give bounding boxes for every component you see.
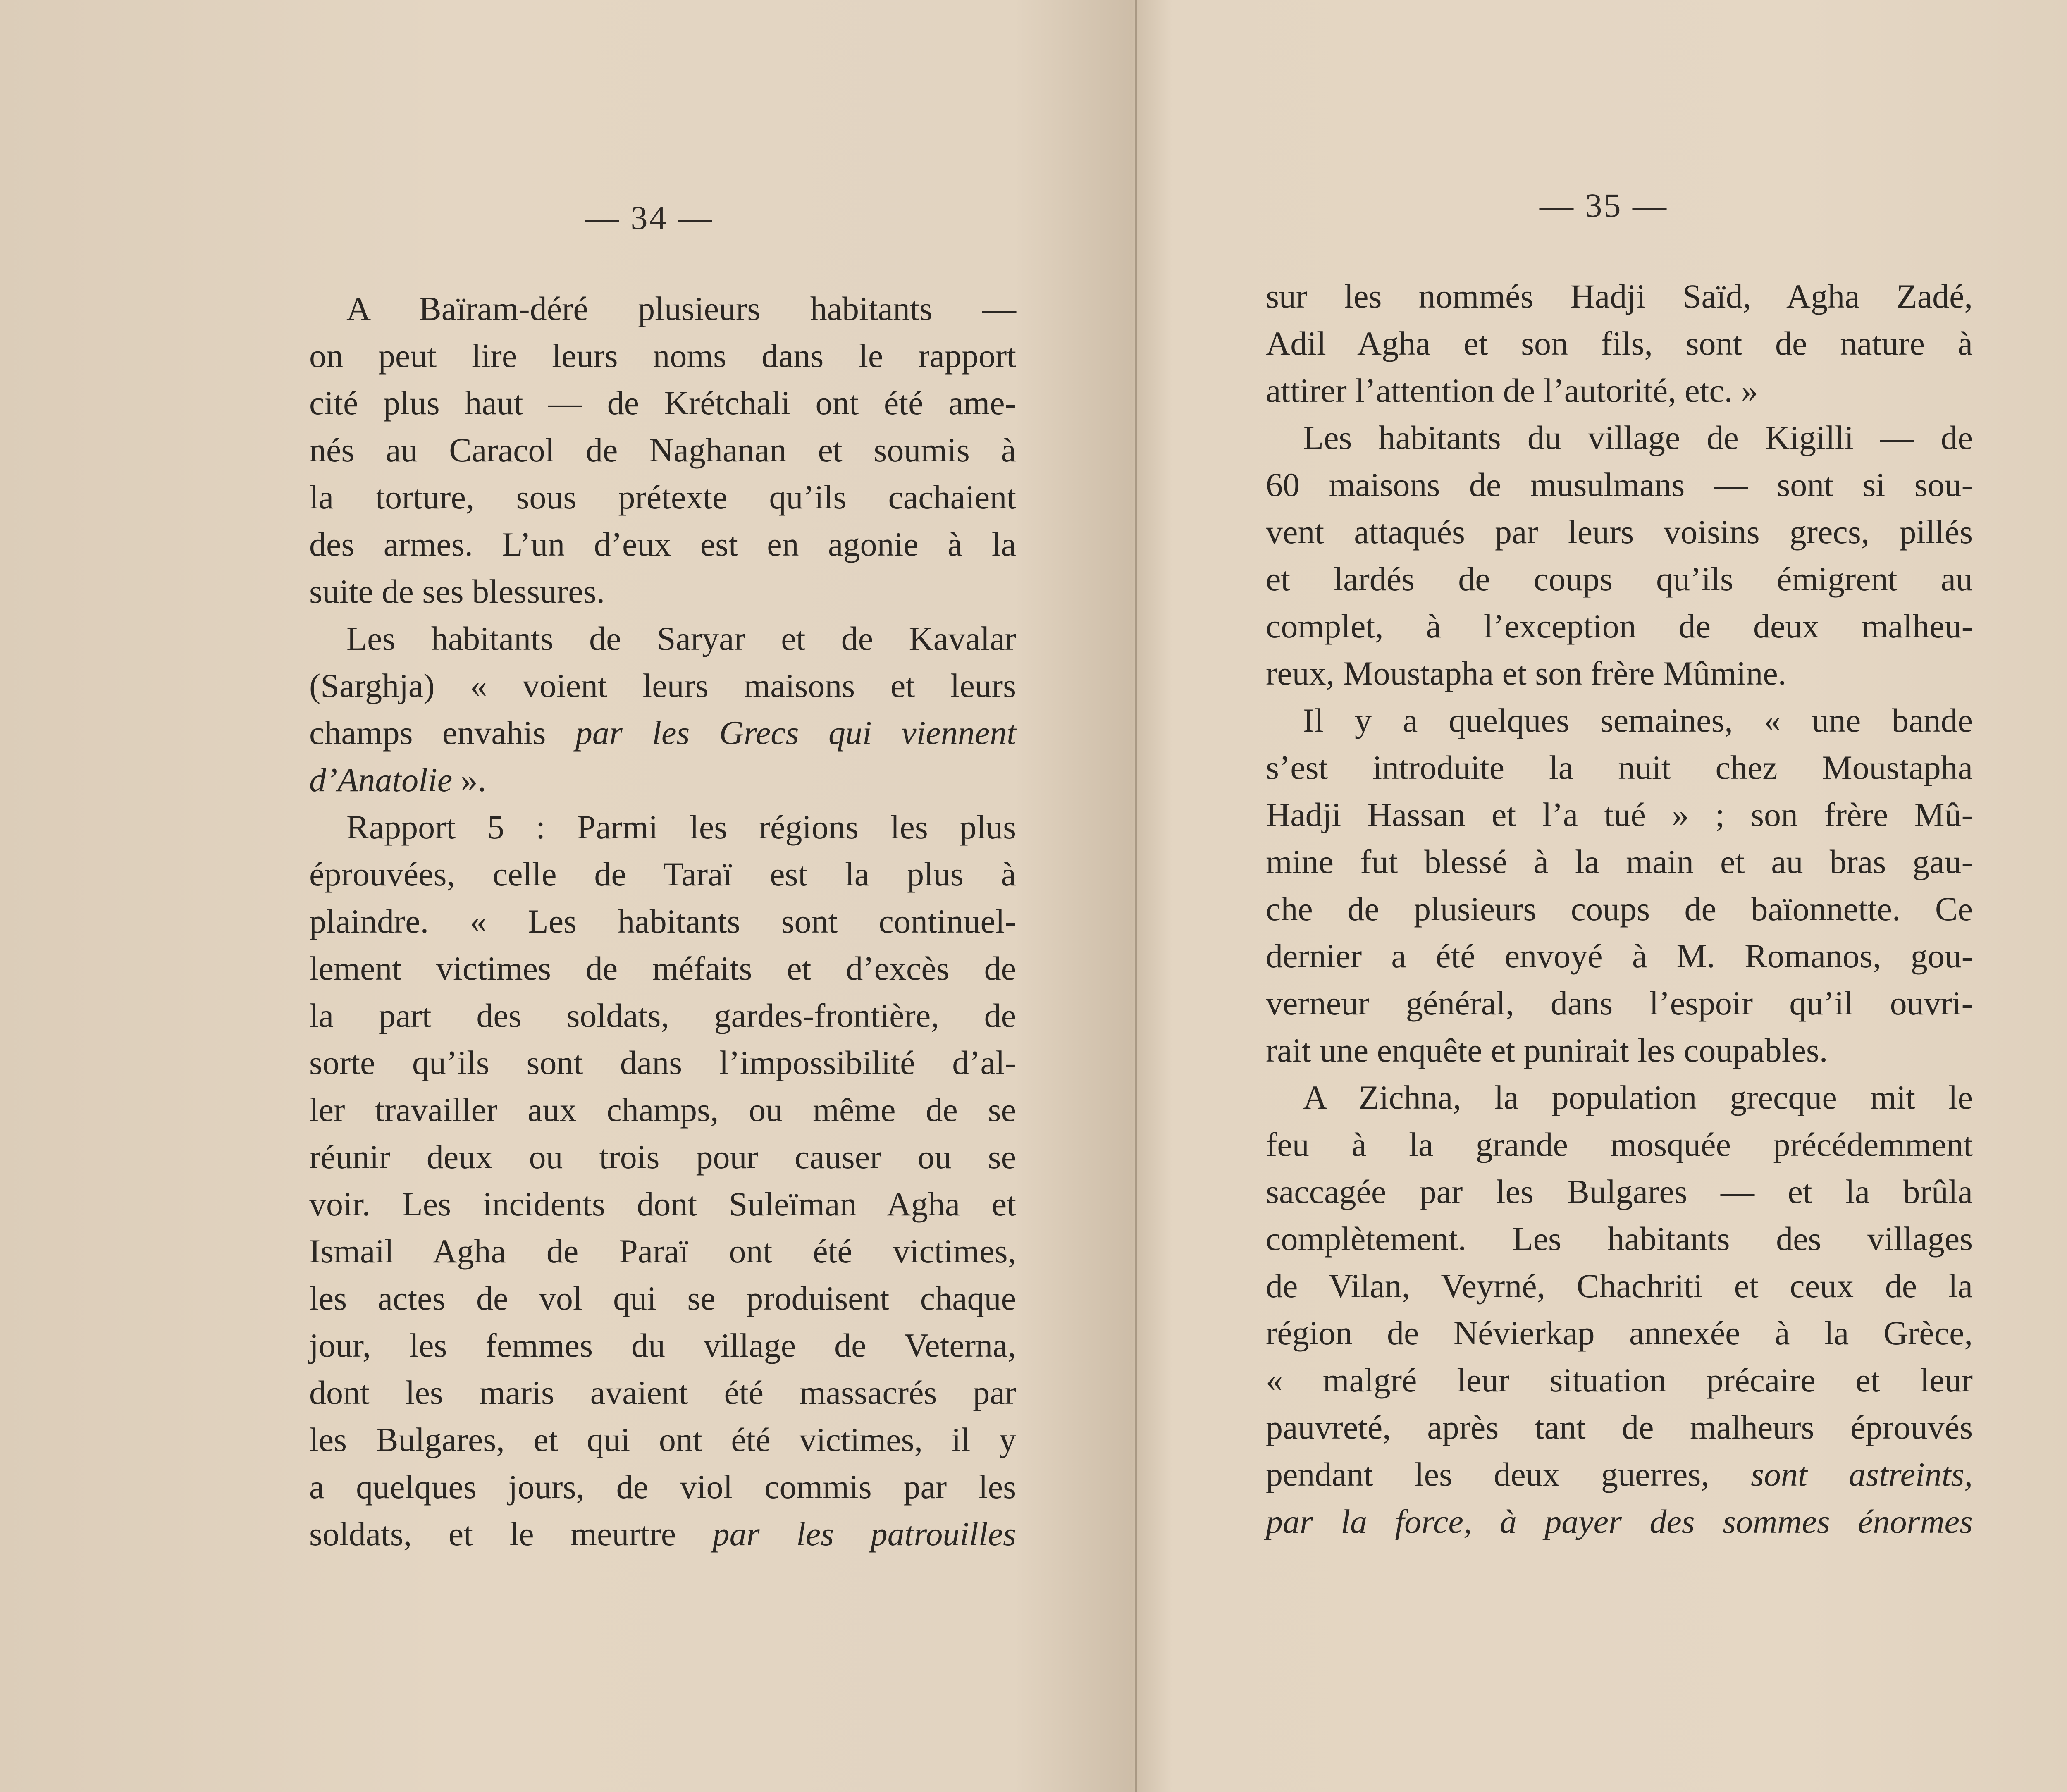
text-line xyxy=(309,709,1016,756)
text-line: Ismail Agha de Paraï ont été victimes, xyxy=(309,1232,1016,1270)
text-line: et lardés de coups qu’ils émigrent au xyxy=(1266,560,1973,598)
text-run: pendant les deux guerres, xyxy=(1266,1456,1751,1493)
text-line: éprouvées, celle de Taraï est la plus à xyxy=(309,855,1016,893)
text-line: la part des soldats, gardes-frontière, de xyxy=(309,997,1016,1034)
text-line: suite de ses blessures. xyxy=(309,573,605,610)
text-run: ». xyxy=(452,761,487,799)
paragraph xyxy=(1266,1074,1973,1545)
text-line: sorte qu’ils sont dans l’impossibilité d’al- xyxy=(309,1044,1016,1081)
text-line: des armes. L’un d’eux est en agonie à la xyxy=(309,525,1016,563)
text-line: Hadji Hassan et l’a tué » ; son frère Mû- xyxy=(1266,796,1973,833)
text-line: A Zichna, la population grecque mit le xyxy=(1303,1079,1973,1116)
page-body xyxy=(309,285,1016,1558)
text-line: (Sarghja) « voient leurs maisons et leurs xyxy=(309,667,1016,704)
paragraph xyxy=(1266,273,1973,414)
text-line: réunir deux ou trois pour causer ou se xyxy=(309,1138,1016,1176)
text-line: che de plusieurs coups de baïonnette. Ce xyxy=(1266,890,1973,928)
text-line: 60 maisons de musulmans — sont si sou- xyxy=(1266,466,1973,503)
text-line: saccagée par les Bulgares — et la brûla xyxy=(1266,1173,1973,1210)
text-line: pauvreté, après tant de malheurs éprouvés xyxy=(1266,1408,1973,1446)
paragraph xyxy=(309,285,1016,615)
text-line: jour, les femmes du village de Veterna, xyxy=(309,1327,1016,1364)
text-line: A Baïram-déré plusieurs habitants — xyxy=(346,290,1016,327)
right-page xyxy=(1138,0,2067,1792)
text-line: reux, Moustapha et son frère Mûmine. xyxy=(1266,654,1787,692)
text-line: de Vilan, Veyrné, Chachriti et ceux de la xyxy=(1266,1267,1973,1305)
text-line: sur les nommés Hadji Saïd, Agha Zadé, xyxy=(1266,277,1973,315)
text-run: champs envahis xyxy=(309,714,575,752)
text-line: les actes de vol qui se produisent chaque xyxy=(309,1279,1016,1317)
text-line: les Bulgares, et qui ont été victimes, il y xyxy=(309,1421,1016,1458)
text-line: cité plus haut — de Krétchali ont été ame- xyxy=(309,384,1016,422)
text-line: dernier a été envoyé à M. Romanos, gou- xyxy=(1266,937,1973,975)
text-line: Il y a quelques semaines, « une bande xyxy=(1303,702,1973,739)
italic-run: sont astreints, xyxy=(1751,1456,1973,1493)
paragraph xyxy=(1266,697,1973,1074)
italic-run: par les Grecs qui viennent xyxy=(575,714,1016,752)
text-line xyxy=(1266,1451,1973,1498)
text-line: feu à la grande mosquée précédemment xyxy=(1266,1126,1973,1163)
italic-run: par les patrouilles xyxy=(712,1515,1017,1553)
page-body xyxy=(1266,273,1973,1545)
text-line: Les habitants de Saryar et de Kavalar xyxy=(346,620,1016,657)
text-line: complet, à l’exception de deux malheu- xyxy=(1266,607,1973,645)
text-line: on peut lire leurs noms dans le rapport xyxy=(309,337,1016,375)
text-line xyxy=(309,756,1016,804)
text-line: vent attaqués par leurs voisins grecs, pillés xyxy=(1266,513,1973,551)
text-line xyxy=(309,1510,1016,1558)
text-line: Adil Agha et son fils, sont de nature à xyxy=(1266,325,1973,362)
text-line: Rapport 5 : Parmi les régions les plus xyxy=(346,808,1016,846)
text-line: nés au Caracol de Naghanan et soumis à xyxy=(309,431,1016,469)
page-number: — 34 — xyxy=(585,199,714,236)
text-line: attirer l’attention de l’autorité, etc. » xyxy=(1266,372,1758,409)
text-line: ler travailler aux champs, ou même de se xyxy=(309,1091,1016,1129)
text-line: région de Névierkap annexée à la Grèce, xyxy=(1266,1314,1973,1352)
text-line: dont les maris avaient été massacrés par xyxy=(309,1374,1016,1411)
text-line: « malgré leur situation précaire et leur xyxy=(1266,1361,1973,1399)
text-line: s’est introduite la nuit chez Moustapha xyxy=(1266,749,1973,786)
text-line: lement victimes de méfaits et d’excès de xyxy=(309,950,1016,987)
text-line: a quelques jours, de viol commis par les xyxy=(309,1468,1016,1506)
paragraph xyxy=(309,804,1016,1558)
paragraph xyxy=(1266,414,1973,697)
text-line: plaindre. « Les habitants sont continuel- xyxy=(309,902,1016,940)
paragraph xyxy=(309,615,1016,804)
text-line: la torture, sous prétexte qu’ils cachaient xyxy=(309,478,1016,516)
text-line: complètement. Les habitants des villages xyxy=(1266,1220,1973,1258)
text-run: soldats, et le meurtre xyxy=(309,1515,713,1553)
book-gutter xyxy=(1135,0,1137,1792)
text-line: Les habitants du village de Kigilli — de xyxy=(1303,419,1973,456)
text-line: verneur général, dans l’espoir qu’il ouvri- xyxy=(1266,984,1973,1022)
text-line: voir. Les incidents dont Suleïman Agha et xyxy=(309,1185,1016,1223)
text-line: par la force, à payer des sommes énormes xyxy=(1266,1503,1973,1540)
italic-run: d’Anatolie xyxy=(309,761,453,799)
page-number: — 35 — xyxy=(1540,186,1668,224)
text-line: mine fut blessé à la main et au bras gau- xyxy=(1266,843,1973,880)
text-line: rait une enquête et punirait les coupables. xyxy=(1266,1031,1828,1069)
